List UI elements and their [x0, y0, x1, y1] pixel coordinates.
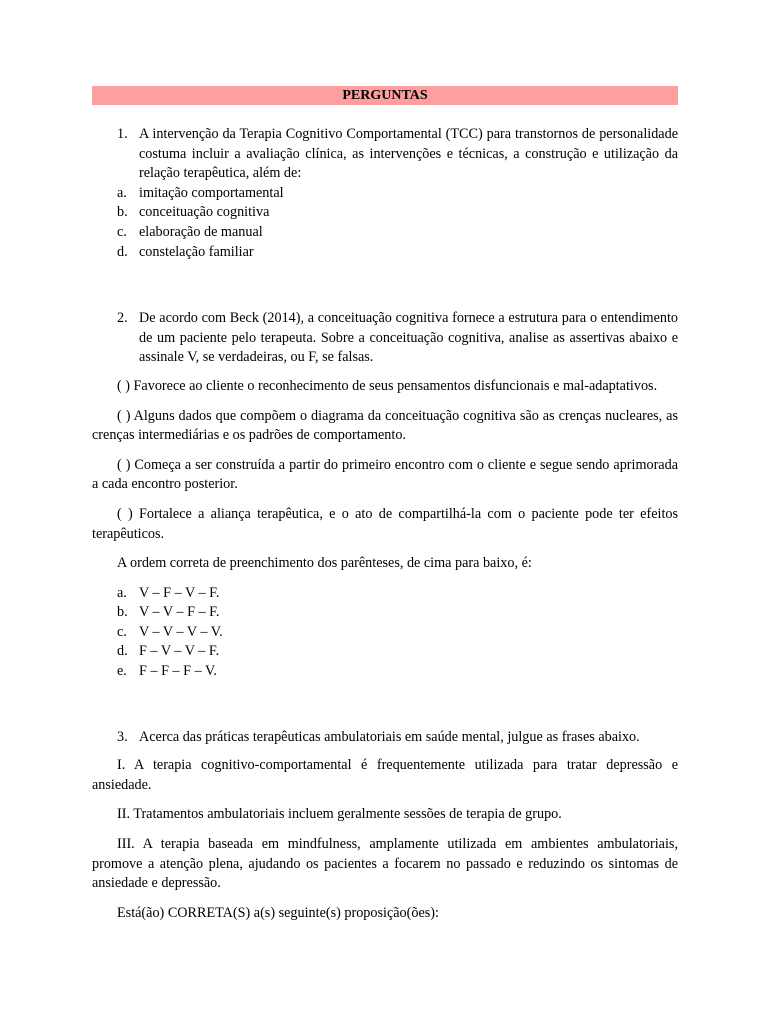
option-item — [92, 662, 678, 682]
option-text: conceituação cognitiva — [139, 204, 270, 221]
question-1 — [92, 125, 678, 262]
document-page — [92, 86, 678, 923]
option-text: F – V – V – F. — [139, 643, 220, 660]
option-item — [92, 603, 678, 623]
option-item — [92, 623, 678, 643]
section-title: PERGUNTAS — [342, 88, 428, 103]
question-2 — [92, 309, 678, 682]
question-text: Acerca das práticas terapêuticas ambulatoriais em saúde mental, julgue as frases abaixo. — [139, 728, 640, 745]
option-text: imitação comportamental — [139, 184, 284, 201]
option-letter: c. — [117, 623, 127, 640]
question-1-stem — [92, 125, 678, 184]
option-text: V – V – V – V. — [139, 623, 223, 640]
option-item — [92, 203, 678, 223]
option-letter: d. — [117, 643, 128, 660]
statement: ( ) Alguns dados que compõem o diagrama da conceituação cognitiva são as crenças nucleares, as crenças intermediárias e os padrões de comportamento. — [92, 407, 678, 444]
statement: III. A terapia baseada em mindfulness, amplamente utilizada em ambientes ambulatoriais, promove a atenção plena, ajudando os pacientes a focarem no passado e reduzindo os sintomas de ansiedade e depressão. — [92, 836, 678, 892]
question-number: 3. — [117, 728, 128, 745]
option-text: V – V – F – F. — [139, 604, 220, 621]
option-text: V – F – V – F. — [139, 584, 220, 601]
option-letter: c. — [117, 223, 127, 240]
question-prompt: A ordem correta de preenchimento dos parênteses, de cima para baixo, é: — [117, 555, 532, 572]
option-letter: b. — [117, 204, 128, 221]
option-letter: e. — [117, 663, 127, 680]
option-item — [92, 584, 678, 604]
question-3-stem — [92, 728, 678, 748]
option-letter: a. — [117, 584, 127, 601]
statement: ( ) Começa a ser construída a partir do primeiro encontro com o cliente e segue sendo aprimorada a cada encontro posterior. — [92, 456, 678, 493]
option-letter: a. — [117, 184, 127, 201]
statement: ( ) Favorece ao cliente o reconhecimento de seus pensamentos disfuncionais e mal-adaptativos. — [117, 377, 658, 394]
question-prompt: Está(ão) CORRETA(S) a(s) seguinte(s) proposição(ões): — [117, 904, 439, 921]
section-banner — [92, 86, 678, 105]
statement: ( ) Fortalece a aliança terapêutica, e o ato de compartilhá-la com o paciente pode ter efeitos terapêuticos. — [92, 505, 678, 542]
option-text: elaboração de manual — [139, 223, 263, 240]
option-item — [92, 184, 678, 204]
option-text: constelação familiar — [139, 243, 254, 260]
question-text: De acordo com Beck (2014), a conceituação cognitiva fornece a estrutura para o entendimento de um paciente pelo terapeuta. Sobre a conceituação cognitiva, analise as assertivas abaixo e assinale V, se verdadeiras, ou F, se falsas. — [139, 310, 678, 366]
option-item — [92, 243, 678, 263]
question-text: A intervenção da Terapia Cognitivo Comportamental (TCC) para transtornos de personalidade costuma incluir a avaliação clínica, as intervenções e técnicas, a construção e utilização da relação terapêutica, além de: — [139, 126, 678, 182]
option-letter: d. — [117, 243, 128, 260]
question-number: 2. — [117, 310, 128, 327]
option-item — [92, 642, 678, 662]
statement: I. A terapia cognitivo-comportamental é frequentemente utilizada para tratar depressão e ansiedade. — [92, 757, 678, 793]
option-text: F – F – F – V. — [139, 663, 217, 680]
option-item — [92, 223, 678, 243]
question-2-stem — [92, 309, 678, 368]
question-number: 1. — [117, 126, 128, 142]
statement: II. Tratamentos ambulatoriais incluem geralmente sessões de terapia de grupo. — [117, 806, 562, 823]
question-3 — [92, 728, 678, 924]
option-letter: b. — [117, 604, 128, 621]
